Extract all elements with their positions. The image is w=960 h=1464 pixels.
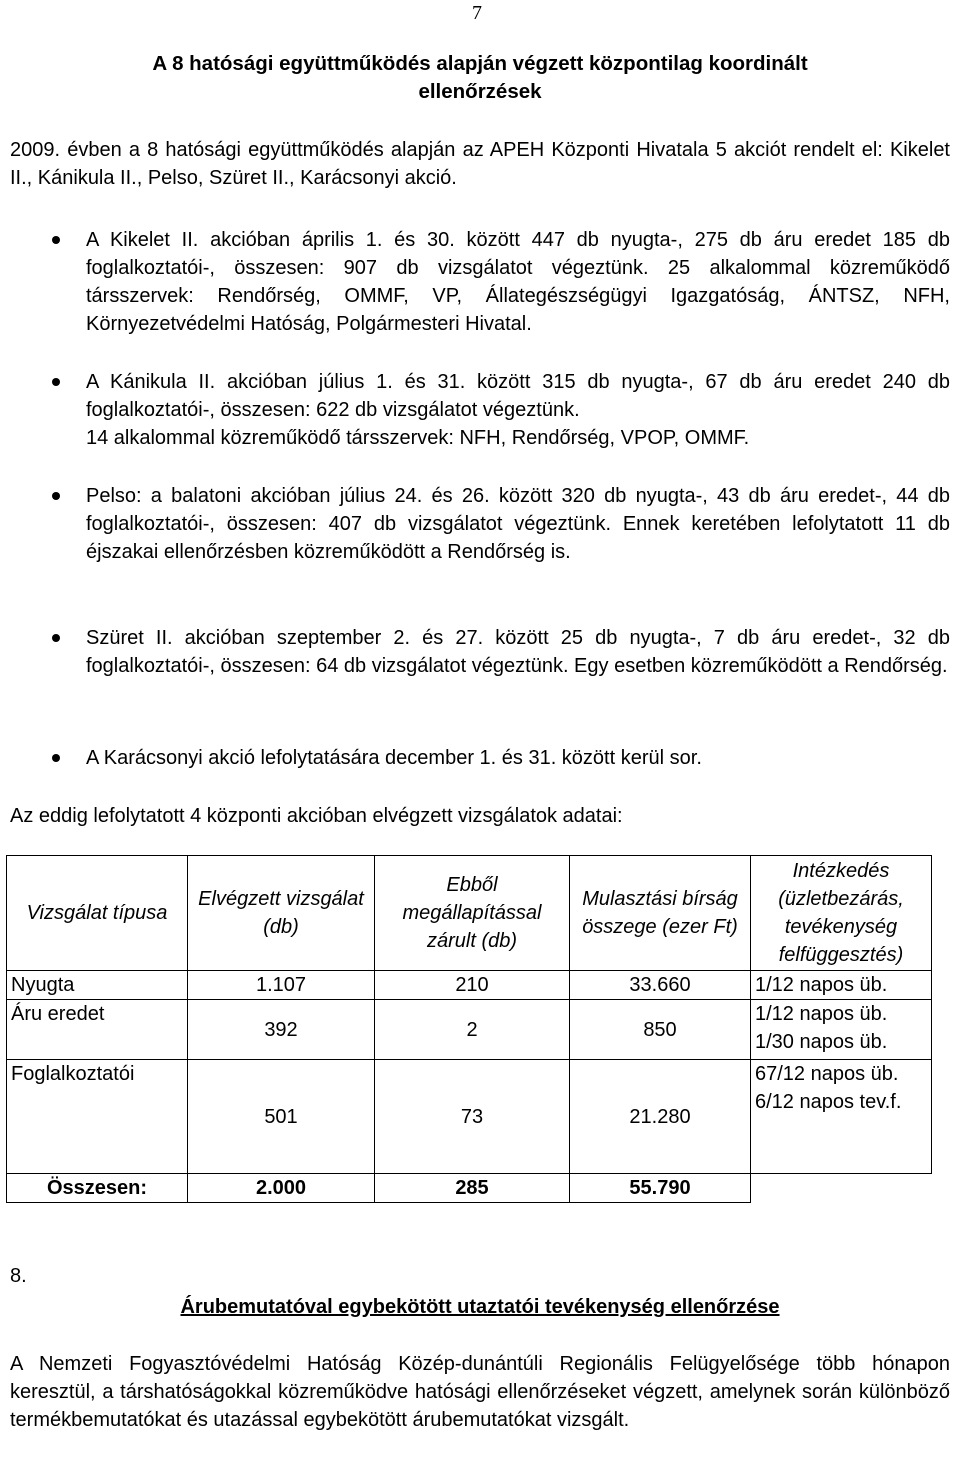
header-measure: Intézkedés (üzletbezárás, tevékenység felfüggesztés)	[751, 856, 932, 971]
table-row	[7, 971, 932, 1000]
total-found: 285	[375, 1174, 570, 1203]
table-row	[7, 1060, 932, 1174]
total-done: 2.000	[188, 1174, 375, 1203]
cell-type: Áru eredet	[7, 1000, 188, 1060]
table-intro: Az eddig lefolytatott 4 központi akcióban elvégzett vizsgálatok adatai:	[10, 805, 623, 827]
measure-line: 1/12 napos üb.	[755, 1003, 888, 1025]
bullet-kikelet: A Kikelet II. akcióban április 1. és 30. között 447 db nyugta-, 275 db áru eredet 185 db foglalkoztatói-, összesen: 907 db vizsgálatot végeztünk. 25 alkalommal közreműködő társszervek: Rendőrség, OMMF, VP, Állategészségügyi Igazgatóság, ÁNTSZ, NFH, Környezetvédelmi Hatóság, Polgármesteri Hivatal.	[86, 229, 950, 335]
header-done: Elvégzett vizsgálat (db)	[188, 856, 375, 971]
page-number: 7	[472, 2, 482, 24]
bullet-icon	[52, 378, 60, 386]
cell-measure	[751, 1000, 932, 1060]
table-row	[7, 1000, 932, 1060]
section-title: Árubemutatóval egybekötött utaztatói tevékenység ellenőrzése	[180, 1296, 780, 1318]
measure-line: 67/12 napos üb.	[755, 1063, 899, 1085]
section-number: 8.	[10, 1265, 27, 1287]
total-fine: 55.790	[570, 1174, 751, 1203]
bullet-icon	[52, 236, 60, 244]
cell-type: Nyugta	[7, 971, 188, 1000]
cell-measure	[751, 971, 932, 1000]
cell-done: 501	[188, 1060, 375, 1174]
table-total-row	[7, 1174, 932, 1203]
bullet-kanikula: A Kánikula II. akcióban július 1. és 31. között 315 db nyugta-, 67 db áru eredet 240 db foglalkoztatói-, összesen: 622 db vizsgálatot végeztünk.	[86, 371, 950, 421]
bullet-szuret: Szüret II. akcióban szeptember 2. és 27. között 25 db nyugta-, 7 db áru eredet-, 32 db foglalkoztatói-, összesen: 64 db vizsgálatot végeztünk. Egy esetben közreműködött a Rendőrség.	[86, 627, 950, 677]
header-fine: Mulasztási bírság összege (ezer Ft)	[570, 856, 751, 971]
cell-fine: 33.660	[570, 971, 751, 1000]
title-line-1: A 8 hatósági együttműködés alapján végzett központilag koordinált	[152, 52, 808, 75]
measure-line: 1/30 napos üb.	[755, 1031, 888, 1053]
bullet-icon	[52, 634, 60, 642]
total-measure-empty	[751, 1174, 932, 1203]
bullet-icon	[52, 492, 60, 500]
section-paragraph: A Nemzeti Fogyasztóvédelmi Hatóság Közép-dunántúli Regionális Felügyelősége több hónapon keresztül, a társhatóságokkal közreműködve hatósági ellenőrzéseket végzett, amelynek során különböző termékbemutatókat és utazással egybekötött árubemutatókat vizsgált.	[10, 1353, 950, 1431]
inspection-table	[6, 855, 932, 1203]
header-type: Vizsgálat típusa	[7, 856, 188, 971]
header-found: Ebből megállapítással zárult (db)	[375, 856, 570, 971]
title-line-2: ellenőrzések	[418, 80, 542, 103]
bullet-pelso: Pelso: a balatoni akcióban július 24. és 26. között 320 db nyugta-, 43 db áru eredet-, 44 db foglalkoztatói-, összesen: 407 db vizsgálatot végeztünk. Ennek keretében lefolytatott 11 db éjszakai ellenőrzésben közreműködött a Rendőrség is.	[86, 485, 950, 563]
measure-line: 6/12 napos tev.f.	[755, 1091, 902, 1113]
intro-paragraph: 2009. évben a 8 hatósági együttműködés alapján az APEH Központi Hivatala 5 akciót rendelt el: Kikelet II., Kánikula II., Pelso, Szüret II., Karácsonyi akció.	[10, 139, 950, 189]
cell-fine: 21.280	[570, 1060, 751, 1174]
cell-done: 1.107	[188, 971, 375, 1000]
table-header-row	[7, 856, 932, 971]
measure-line: 1/12 napos üb.	[755, 974, 888, 996]
cell-type: Foglalkoztatói	[7, 1060, 188, 1174]
total-label: Összesen:	[7, 1174, 188, 1203]
cell-measure	[751, 1060, 932, 1174]
cell-found: 210	[375, 971, 570, 1000]
bullet-kanikula-partners: 14 alkalommal közreműködő társszervek: NFH, Rendőrség, VPOP, OMMF.	[86, 427, 750, 449]
cell-fine: 850	[570, 1000, 751, 1060]
bullet-karacsonyi: A Karácsonyi akció lefolytatására december 1. és 31. között kerül sor.	[86, 747, 702, 769]
bullet-icon	[52, 754, 60, 762]
page-title	[10, 50, 950, 106]
cell-done: 392	[188, 1000, 375, 1060]
cell-found: 73	[375, 1060, 570, 1174]
cell-found: 2	[375, 1000, 570, 1060]
